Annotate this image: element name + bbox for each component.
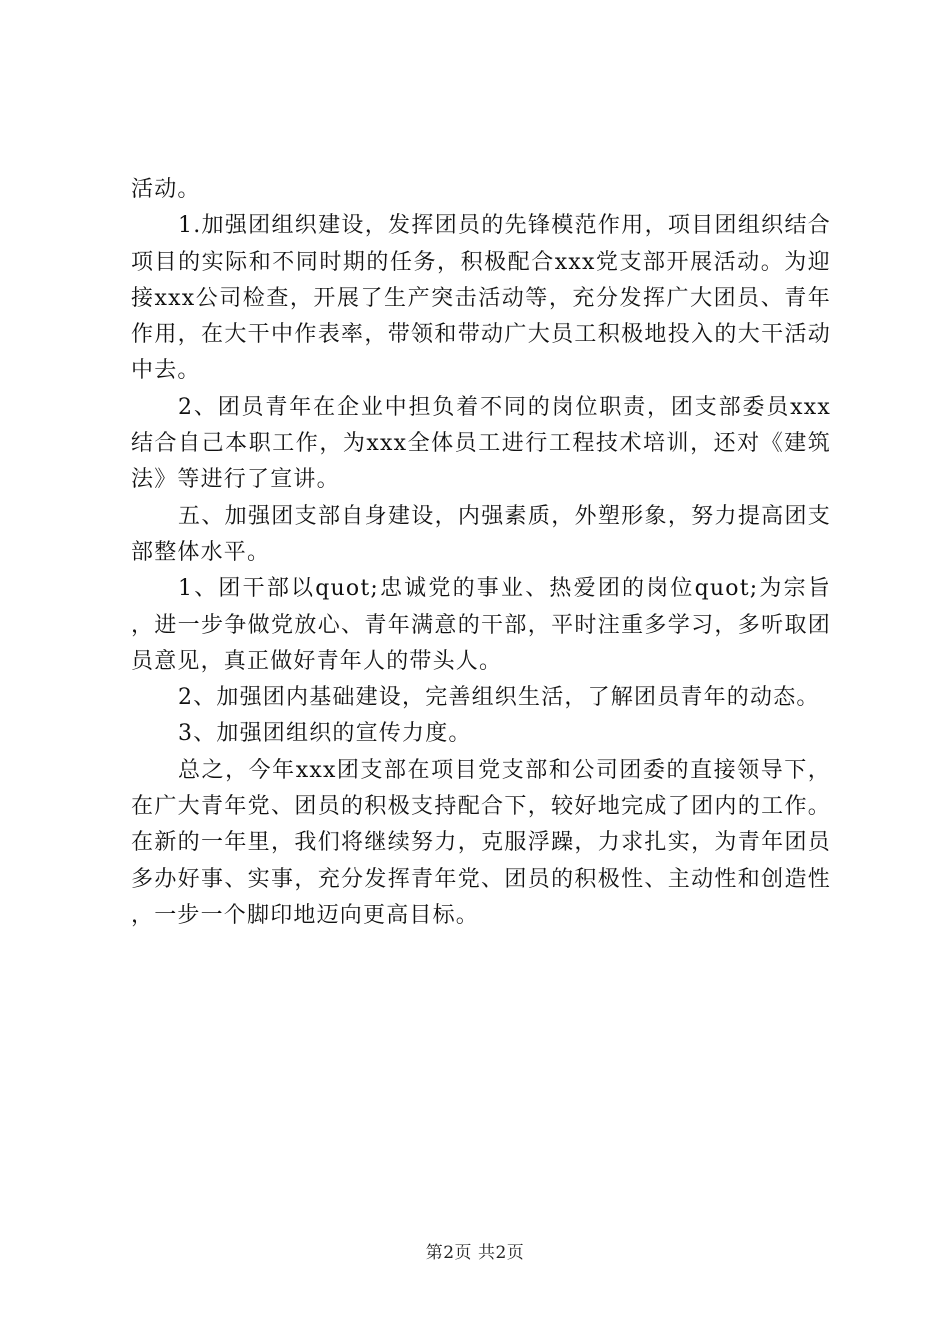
paragraph-section-5-item-2: 2、加强团内基础建设，完善组织生活，了解团员青年的动态。 [178, 685, 820, 711]
page-footer [0, 1242, 950, 1264]
page-number-label: 第2页 共2页 [425, 1243, 525, 1263]
paragraph-item-2: 2、团员青年在企业中担负着不同的岗位职责，团支部委员xxx结合自己本职工作，为xxx全体员工进行工程技术培训，还对《建筑法》等进行了宣讲。 [131, 394, 831, 493]
paragraph-continuation: 活动。 [131, 177, 201, 202]
paragraph-section-5-item-3: 3、加强团组织的宣传力度。 [178, 721, 472, 747]
paragraph-conclusion: 总之，今年xxx团支部在项目党支部和公司团委的直接领导下，在广大青年党、团员的积极支持配合下，较好地完成了团内的工作。在新的一年里，我们将继续努力，克服浮躁，力求扎实，为青年团员多办好事、实事，充分发挥青年党、团员的积极性、主动性和创造性，一步一个脚印地迈向更高目标。 [131, 757, 831, 928]
paragraph-section-5-item-1: 1、团干部以quot;忠诚党的事业、热爱团的岗位quot;为宗旨，进一步争做党放心、青年满意的干部，平时注重多学习，多听取团员意见，真正做好青年人的带头人。 [131, 576, 831, 674]
paragraph-section-5-heading: 五、加强团支部自身建设，内强素质，外塑形象，努力提高团支部整体水平。 [131, 503, 831, 565]
paragraph-item-1: 1.加强团组织建设，发挥团员的先锋模范作用，项目团组织结合项目的实际和不同时期的任务，积极配合xxx党支部开展活动。为迎接xxx公司检查，开展了生产突击活动等，充分发挥广大团员、青年作用，在大干中作表率，带领和带动广大员工积极地投入的大干活动中去。 [131, 213, 831, 384]
document-body [131, 172, 831, 934]
